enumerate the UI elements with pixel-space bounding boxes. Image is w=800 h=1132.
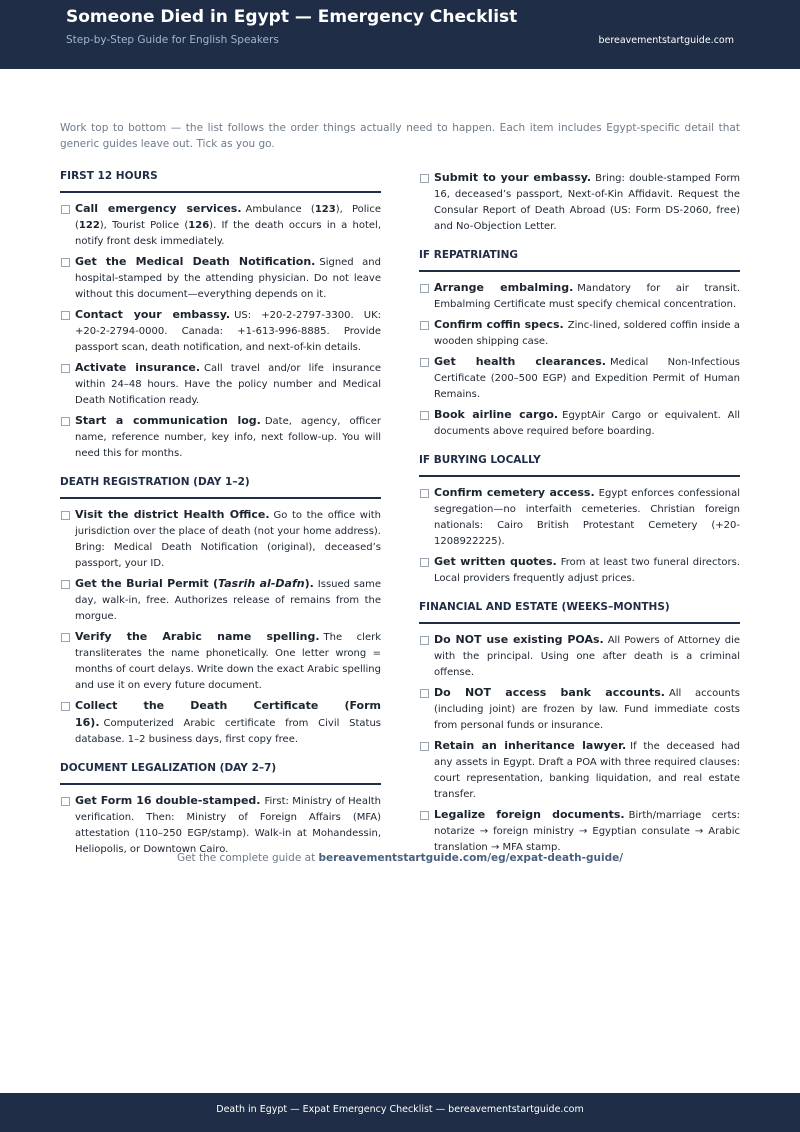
section-if-burying-locally: [419, 454, 740, 587]
checkbox-icon[interactable]: [61, 205, 70, 214]
checkbox-icon[interactable]: [420, 321, 429, 330]
phone-number: 122: [78, 220, 100, 231]
item-text: ), Tourist Police (: [99, 220, 189, 231]
section-title: FINANCIAL AND ESTATE (WEEKS–MONTHS): [419, 601, 740, 624]
item-text: First: Ministry of Health verification. Then: Ministry of Foreign Affairs (MFA) attestation (110–250 EGP/stamp). Walk-in at Mohandessin, Heliopolis, or Downtown Cairo.: [75, 796, 381, 855]
label-italic: Tasrih al-Dafn: [218, 577, 305, 590]
phone-number: 123: [314, 204, 336, 215]
item-text: Go to the office with jurisdiction over the place of death (not your home address). Bring: Medical Death Notification (original), deceased’s passport, your ID.: [75, 510, 381, 569]
intro-text: Work top to bottom — the list follows the order things actually need to happen. Each item includes Egypt-specific detail that generic guides leave out. Tick as you go.: [60, 122, 740, 150]
guide-link-prefix: Get the complete guide at: [176, 852, 319, 864]
item-label: Call emergency services.: [75, 202, 242, 215]
guide-link[interactable]: bereavementstartguide.com/eg/expat-death-guide/: [318, 852, 624, 864]
item-text: ), Police (: [75, 204, 381, 231]
checkbox-icon[interactable]: [61, 797, 70, 806]
item-text: Zinc-lined, soldered coffin inside a wooden shipping case.: [434, 320, 741, 347]
item-label: Do NOT use existing POAs.: [434, 633, 604, 646]
item-label: Contact your embassy.: [75, 308, 231, 321]
footer-bar: [0, 1093, 800, 1132]
checkbox-icon[interactable]: [420, 489, 429, 498]
checklist-item: [419, 407, 740, 440]
section-first-12-hours: [60, 170, 381, 462]
checklist-item: [60, 254, 381, 303]
checklist-item: [60, 360, 381, 409]
checkbox-icon[interactable]: [420, 558, 429, 567]
checklist-item: [60, 576, 381, 625]
item-label: Legalize foreign documents.: [434, 808, 625, 821]
item-label: Get health clearances.: [434, 355, 606, 368]
item-text: US: +20-2-2797-3300. UK: +20-2-2794-0000. Canada: +1-613-996-8885. Provide passport scan, death notification, and next-of-kin details.: [75, 310, 381, 353]
item-text: Call travel and/or life insurance within 24–48 hours. Have the policy number and Medical Death Notification ready.: [75, 363, 381, 406]
item-text: ). If the death occurs in a hotel, notify front desk immediately.: [75, 220, 382, 247]
checklist-item: [419, 280, 740, 313]
checklist-item: [419, 685, 740, 734]
checkbox-icon[interactable]: [420, 284, 429, 293]
item-label: Confirm cemetery access.: [434, 486, 595, 499]
phone-number: 126: [188, 220, 210, 231]
item-label: Confirm coffin specs.: [434, 318, 564, 331]
section-financial-and-estate: [419, 601, 740, 856]
checkbox-icon[interactable]: [61, 311, 70, 320]
header-site[interactable]: bereavementstartguide.com: [598, 35, 734, 46]
checkbox-icon[interactable]: [420, 411, 429, 420]
section-title: FIRST 12 HOURS: [60, 170, 381, 193]
checklist-item: [60, 698, 381, 748]
checkbox-icon[interactable]: [61, 702, 70, 711]
item-text: EgyptAir Cargo or equivalent. All documents above required before boarding.: [434, 410, 741, 437]
item-text: Birth/marriage certs: notarize → foreign ministry → Egyptian consulate → Arabic translation → MFA stamp.: [434, 810, 740, 853]
footer-text: Death in Egypt — Expat Emergency Checklist — bereavementstartguide.com: [216, 1104, 584, 1115]
checklist-item: [419, 632, 740, 681]
section-title: DOCUMENT LEGALIZATION (DAY 2–7): [60, 762, 381, 785]
item-label: Book airline cargo.: [434, 408, 559, 421]
guide-link-line: [0, 852, 800, 864]
checkbox-icon[interactable]: [420, 811, 429, 820]
section-document-legalization: [60, 762, 381, 858]
section-title: IF BURYING LOCALLY: [419, 454, 740, 477]
checkbox-icon[interactable]: [61, 417, 70, 426]
item-text: Computerized Arabic certificate from Civil Status database. 1–2 business days, first copy free.: [75, 718, 381, 745]
item-label: [75, 577, 314, 590]
item-text: The clerk transliterates the name phonetically. One letter wrong = months of court delays. Write down the exact Arabic spelling and use it on every future document.: [75, 632, 381, 691]
item-text: Egypt enforces confessional segregation—no interfaith cemeteries. Christian foreign nationals: Cairo British Protestant Cemetery (+20-1208922225).: [434, 488, 741, 547]
item-text: All Powers of Attorney die with the principal. Using one after death is a criminal offense.: [434, 635, 740, 678]
item-text: Mandatory for air transit. Embalming Certificate must specify chemical concentration.: [434, 283, 740, 310]
item-label: Get Form 16 double-stamped.: [75, 794, 261, 807]
checkbox-icon[interactable]: [61, 258, 70, 267]
checkbox-icon[interactable]: [420, 358, 429, 367]
right-column: [419, 170, 740, 870]
header-bar: [0, 0, 800, 69]
item-text: If the deceased had any assets in Egypt. Draft a POA with three required clauses: court representation, banking liquidation, and real estate transfer.: [434, 741, 741, 800]
checkbox-icon[interactable]: [420, 636, 429, 645]
item-text: All accounts (including joint) are frozen by law. Fund immediate costs from personal funds or insurance.: [434, 688, 740, 731]
page-subtitle: Step-by-Step Guide for English Speakers: [66, 34, 279, 46]
checklist-item: [419, 807, 740, 856]
item-text: Issued same day, walk-in, free. Authorizes release of remains from the morgue.: [75, 579, 381, 622]
checklist-item: [419, 354, 740, 403]
checkbox-icon[interactable]: [61, 364, 70, 373]
checkbox-icon[interactable]: [420, 742, 429, 751]
section-death-registration: [60, 476, 381, 748]
item-label: Submit to your embassy.: [434, 171, 592, 184]
label-part: ).: [304, 577, 314, 590]
section-if-repatriating: [419, 249, 740, 440]
checklist-item: [60, 307, 381, 356]
checklist-item: [60, 201, 381, 250]
checklist-item: [60, 413, 381, 462]
checklist-item: [419, 485, 740, 550]
item-label: Activate insurance.: [75, 361, 201, 374]
section-title: DEATH REGISTRATION (DAY 1–2): [60, 476, 381, 499]
item-label: Get written quotes.: [434, 555, 557, 568]
checklist-item: [419, 738, 740, 803]
item-label: Collect the Death Certificate (Form 16).: [75, 699, 381, 729]
checklist-item: [60, 629, 381, 694]
item-text: Date, agency, officer name, reference number, key info, next follow-up. You will need this for months.: [75, 416, 382, 459]
item-text: Signed and hospital-stamped by the attending physician. Do not leave without this document—everything depends on it.: [75, 257, 381, 300]
checkbox-icon[interactable]: [420, 174, 429, 183]
checkbox-icon[interactable]: [61, 511, 70, 520]
section-document-legalization-cont: [419, 170, 740, 235]
checkbox-icon[interactable]: [420, 689, 429, 698]
item-text: Bring: double-stamped Form 16, deceased’s passport, Next-of-Kin Affidavit. Request the Consular Report of Death Abroad (US: Form DS-2060, free) and No-Objection Letter.: [434, 173, 741, 232]
checklist-item: [419, 170, 740, 235]
checkbox-icon[interactable]: [61, 633, 70, 642]
item-label: Arrange embalming.: [434, 281, 574, 294]
checklist-item: [60, 793, 381, 858]
item-label: Retain an inheritance lawyer.: [434, 739, 627, 752]
item-text: From at least two funeral directors. Local providers frequently adjust prices.: [434, 557, 740, 584]
item-label: Verify the Arabic name spelling.: [75, 630, 320, 643]
item-label: Start a communication log.: [75, 414, 261, 427]
checklist-item: [60, 507, 381, 572]
checklist-item: [419, 554, 740, 587]
item-label: Get the Medical Death Notification.: [75, 255, 316, 268]
left-column: [60, 170, 381, 872]
checklist-item: [419, 317, 740, 350]
page-title: Someone Died in Egypt — Emergency Checklist: [66, 7, 518, 27]
item-text: Medical Non-Infectious Certificate (200–500 EGP) and Expedition Permit of Human Remains.: [434, 357, 740, 400]
label-part: Get the Burial Permit (: [75, 577, 219, 590]
item-label: Visit the district Health Office.: [75, 508, 270, 521]
item-text: Ambulance (: [245, 204, 315, 215]
checkbox-icon[interactable]: [61, 580, 70, 589]
item-label: Do NOT access bank accounts.: [434, 686, 665, 699]
section-title: IF REPATRIATING: [419, 249, 740, 272]
